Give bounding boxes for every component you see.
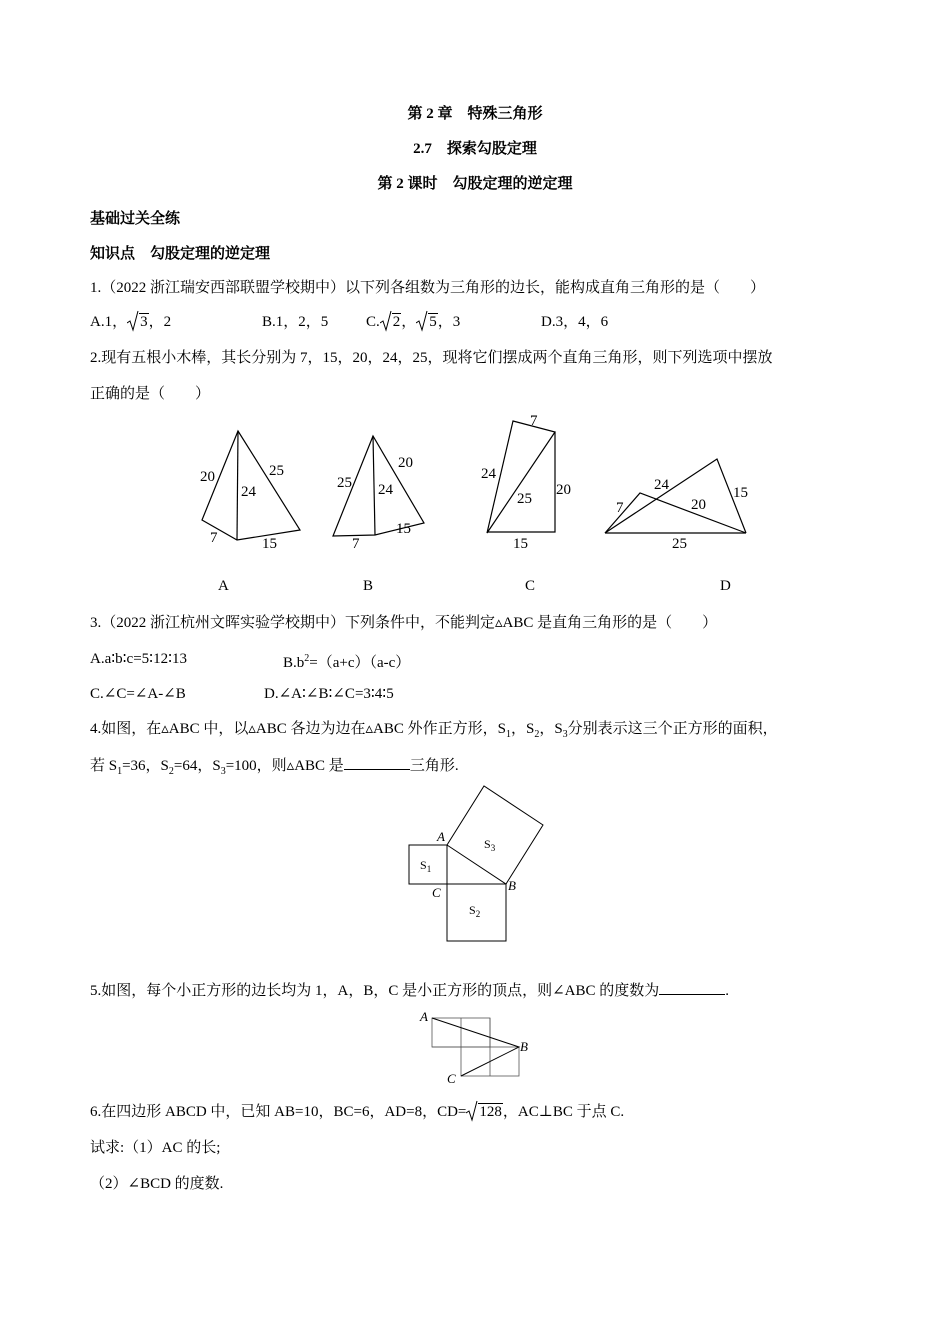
q2-label-a: A [218, 578, 229, 594]
q2b-n1: 25 [337, 475, 352, 491]
q2-figures [190, 405, 770, 555]
q1-stem: 1.（2022 浙江瑞安西部联盟学校期中）以下列各组数为三角形的边长，能构成直角三角形的是（ ） [90, 280, 766, 296]
q2a-n4: 7 [210, 530, 218, 546]
section-title: 2.7 探索勾股定理 [413, 141, 537, 157]
q1-option-b: B.1，2，5 [262, 314, 329, 330]
q4-s1: $S_1$ [420, 858, 432, 874]
q4-s2: $S_2$ [469, 903, 481, 919]
q5-stem: 5.如图，每个小正方形的边长均为 1，A，B，C 是小正方形的顶点，则∠ABC 的度数为 . [90, 980, 729, 1001]
q6-stem: 6.在四边形 ABCD 中，已知 AB=10，BC=6，AD=8，CD= 128，AC⊥BC 于点 C. [90, 1102, 624, 1122]
q1-option-c: C. 2， 5，3 [366, 312, 460, 332]
sqrt-sign: 5 [416, 312, 438, 332]
q1-option-a: A.1， 3，2 [90, 312, 171, 332]
q2-label-d: D [720, 578, 731, 594]
q4-line1: 4.如图，在▵ABC 中，以▵ABC 各边为边在▵ABC 外作正方形，$S_1$，$S_2$，$S_3$分别表示这三个正方形的面积， [90, 721, 778, 740]
q2-figure-c [487, 421, 555, 533]
q2d-n4: 15 [733, 485, 748, 501]
q2b-n4: 7 [352, 536, 360, 552]
q2d-n3: 20 [691, 497, 706, 513]
knowledge-point: 知识点 勾股定理的逆定理 [90, 246, 271, 262]
q2b-n5: 15 [396, 521, 411, 537]
q4-s3: $S_3$ [484, 837, 496, 853]
q3-stem: 3.（2022 浙江杭州文晖实验学校期中）下列条件中，不能判定▵ABC 是直角三角形的是（ ） [90, 615, 718, 631]
answer-blank[interactable] [659, 980, 725, 995]
q5-label-c: C [447, 1071, 456, 1086]
q2b-n3: 24 [378, 482, 393, 498]
q3-option-c: C.∠C=∠A-∠B [90, 686, 186, 702]
q3-option-d: D.∠A∶∠B∶∠C=3∶4∶5 [264, 686, 394, 702]
q2d-n1: 24 [654, 477, 669, 493]
q2-stem-line2: 正确的是（ ） [90, 386, 211, 402]
q2-figure-d [605, 459, 746, 533]
q2-stem-line1: 2.现有五根小木棒，其长分别为 7，15，20，24，25，现将它们摆成两个直角三角形，则下列选项中摆放 [90, 350, 773, 366]
lesson-title: 第 2 课时 勾股定理的逆定理 [377, 176, 573, 192]
q4-label-a: A [437, 829, 445, 844]
q2a-n2: 25 [269, 463, 284, 479]
q4-figure [400, 785, 560, 950]
q5-figure [416, 1008, 536, 1088]
q6-part2: （2）∠BCD 的度数. [90, 1176, 224, 1192]
q5-label-b: B [520, 1039, 528, 1054]
q3-option-a: A.a∶b∶c=5∶12∶13 [90, 651, 187, 667]
q6-ask: 试求:（1）AC 的长; [90, 1140, 221, 1156]
q2a-n1: 20 [200, 469, 215, 485]
q2c-n5: 15 [513, 536, 528, 552]
q4-line2: 若 $S_1=36$，$S_2=64$，$S_3=100$，则▵ABC 是 三角形. [90, 755, 459, 782]
q2-label-c: C [525, 578, 536, 594]
q2d-n2: 7 [616, 500, 624, 516]
q2a-n5: 15 [262, 536, 277, 552]
q2c-n4: 20 [556, 482, 571, 498]
q2b-n2: 20 [398, 455, 413, 471]
q2d-n5: 25 [672, 536, 687, 552]
part-title: 基础过关全练 [90, 211, 181, 227]
answer-blank[interactable] [344, 755, 410, 770]
q1-option-d: D.3，4，6 [541, 314, 609, 330]
sqrt-sign: 128 [466, 1102, 503, 1122]
q3-option-b: $B.b^2=(a+c)(a-c)$ [283, 653, 411, 671]
chapter-title: 第 2 章 特殊三角形 [407, 106, 543, 122]
q5-label-a: A [420, 1009, 428, 1024]
q2c-n3: 25 [517, 491, 532, 507]
q4-label-c: C [432, 885, 441, 900]
q2-label-b: B [363, 578, 374, 594]
sqrt-sign: 2 [380, 312, 402, 332]
q2a-n3: 24 [241, 484, 256, 500]
q4-label-b: B [508, 878, 516, 893]
q2c-n2: 24 [481, 466, 496, 482]
q2c-n1: 7 [530, 413, 538, 429]
sqrt-sign: 3 [127, 312, 149, 332]
